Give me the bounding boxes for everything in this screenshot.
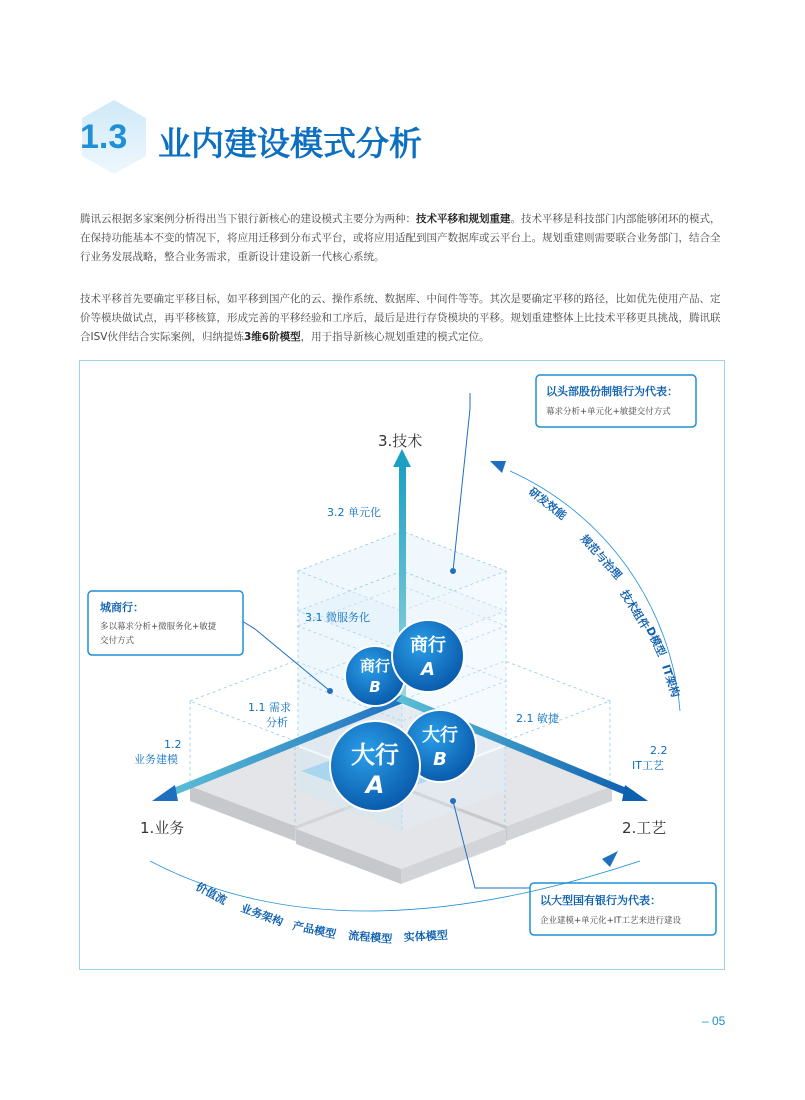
svg-text:企业建模+单元化+IT工艺来进行建设: 企业建模+单元化+IT工艺来进行建设 <box>540 916 681 926</box>
svg-text:大行: 大行 <box>422 725 458 746</box>
callout-city-bank <box>88 591 243 655</box>
arc-right-item-5: IT架构 <box>659 662 682 699</box>
arc-bottom-item-2: 业务架构 <box>238 901 285 929</box>
paragraph-1: 腾讯云根据多家案例分析得出当下银行新核心的建设模式主要分为两种：技术平移和规划重建。技术平移是科技部门内部能够闭环的模式，在保持功能基本不变的情况下，将应用迁移到分布式平台，或将应用适配到国产数据库或云平台上。规划重建则需要联合业务部门，结合全行业务发展战略，整合业务需求，重新设计建设新一代核心系统。 <box>80 213 721 263</box>
arc-right-item-1: 研发效能 <box>526 485 569 523</box>
axis-label-craft: 2.工艺 <box>622 819 667 837</box>
stage-label-1-1-line2: 分析 <box>266 716 288 729</box>
svg-text:A: A <box>365 771 385 799</box>
stage-label-2-1: 2.1 敏捷 <box>516 712 559 725</box>
section-title: 业内建设模式分析 <box>158 124 422 163</box>
stage-label-1-2-line2: 业务建模 <box>134 753 178 766</box>
svg-text:B: B <box>369 678 381 696</box>
stage-label-2-2-line1: 2.2 <box>650 744 668 757</box>
svg-text:交付方式: 交付方式 <box>100 636 135 646</box>
arc-right-item-2: 规范与治理 <box>577 532 625 582</box>
three-dimension-six-stage-diagram <box>80 361 726 971</box>
bubble-shang-a <box>392 620 464 692</box>
paragraph-2: 技术平移首先要确定平移目标，如平移到国产化的云、操作系统、数据库、中间件等等。其次是要确定平移的路径，比如优先使用产品、定价等模块做试点，再平移核算，形成完善的平移经验和工序后，最后是进行存贷模块的平移。规划重建整体上比技术平移更具挑战，腾讯联合ISV伙伴结合实际案例，归纳提炼3维6阶模型，用于指导新核心规划重建的模式定位。 <box>80 293 721 343</box>
section-number: 1.3 <box>80 118 128 156</box>
svg-text:以大型国有银行为代表：: 以大型国有银行为代表： <box>540 894 661 907</box>
svg-text:幕求分析+单元化+敏捷交付方式: 幕求分析+单元化+敏捷交付方式 <box>546 407 671 417</box>
svg-text:大行: 大行 <box>351 741 399 769</box>
svg-text:商行: 商行 <box>410 635 446 656</box>
svg-text:A: A <box>421 659 435 680</box>
svg-text:以头部股份制银行为代表：: 以头部股份制银行为代表： <box>546 385 678 398</box>
arc-bottom-item-1: 价值流 <box>193 880 229 908</box>
model-figure <box>79 360 725 970</box>
stage-label-3-2: 3.2 单元化 <box>327 506 381 519</box>
bubble-da-a <box>330 721 420 811</box>
callout-state-bank <box>530 883 716 935</box>
page-number: – 05 <box>702 1014 726 1028</box>
axis-label-tech: 3.技术 <box>378 432 423 450</box>
stage-label-1-1-line1: 1.1 需求 <box>248 701 291 714</box>
arc-right-line <box>510 471 680 711</box>
stage-label-1-2-line1: 1.2 <box>164 738 182 751</box>
paragraph-1-emphasis: 技术平移和规划重建 <box>416 213 511 225</box>
arc-bottom-item-3: 产品模型 <box>291 919 338 942</box>
stage-label-3-1: 3.1 微服务化 <box>305 611 370 624</box>
arc-right-item-3: 技术组件 <box>617 587 652 632</box>
paragraph-2-emphasis: 3维6阶模型 <box>243 331 301 343</box>
axis-label-business: 1.业务 <box>140 819 185 837</box>
svg-text:城商行：: 城商行： <box>100 601 144 614</box>
callout-head-bank <box>536 375 696 427</box>
svg-text:商行: 商行 <box>359 657 391 675</box>
svg-text:B: B <box>433 749 447 770</box>
stage-label-2-2-line2: IT工艺 <box>632 759 664 772</box>
arc-right-item-4: D模型 <box>643 624 669 659</box>
arc-bottom-item-5: 实体模型 <box>403 928 449 944</box>
arc-bottom-item-4: 流程模型 <box>347 929 393 946</box>
svg-text:多以幕求分析+微服务化+敏捷: 多以幕求分析+微服务化+敏捷 <box>100 622 217 632</box>
